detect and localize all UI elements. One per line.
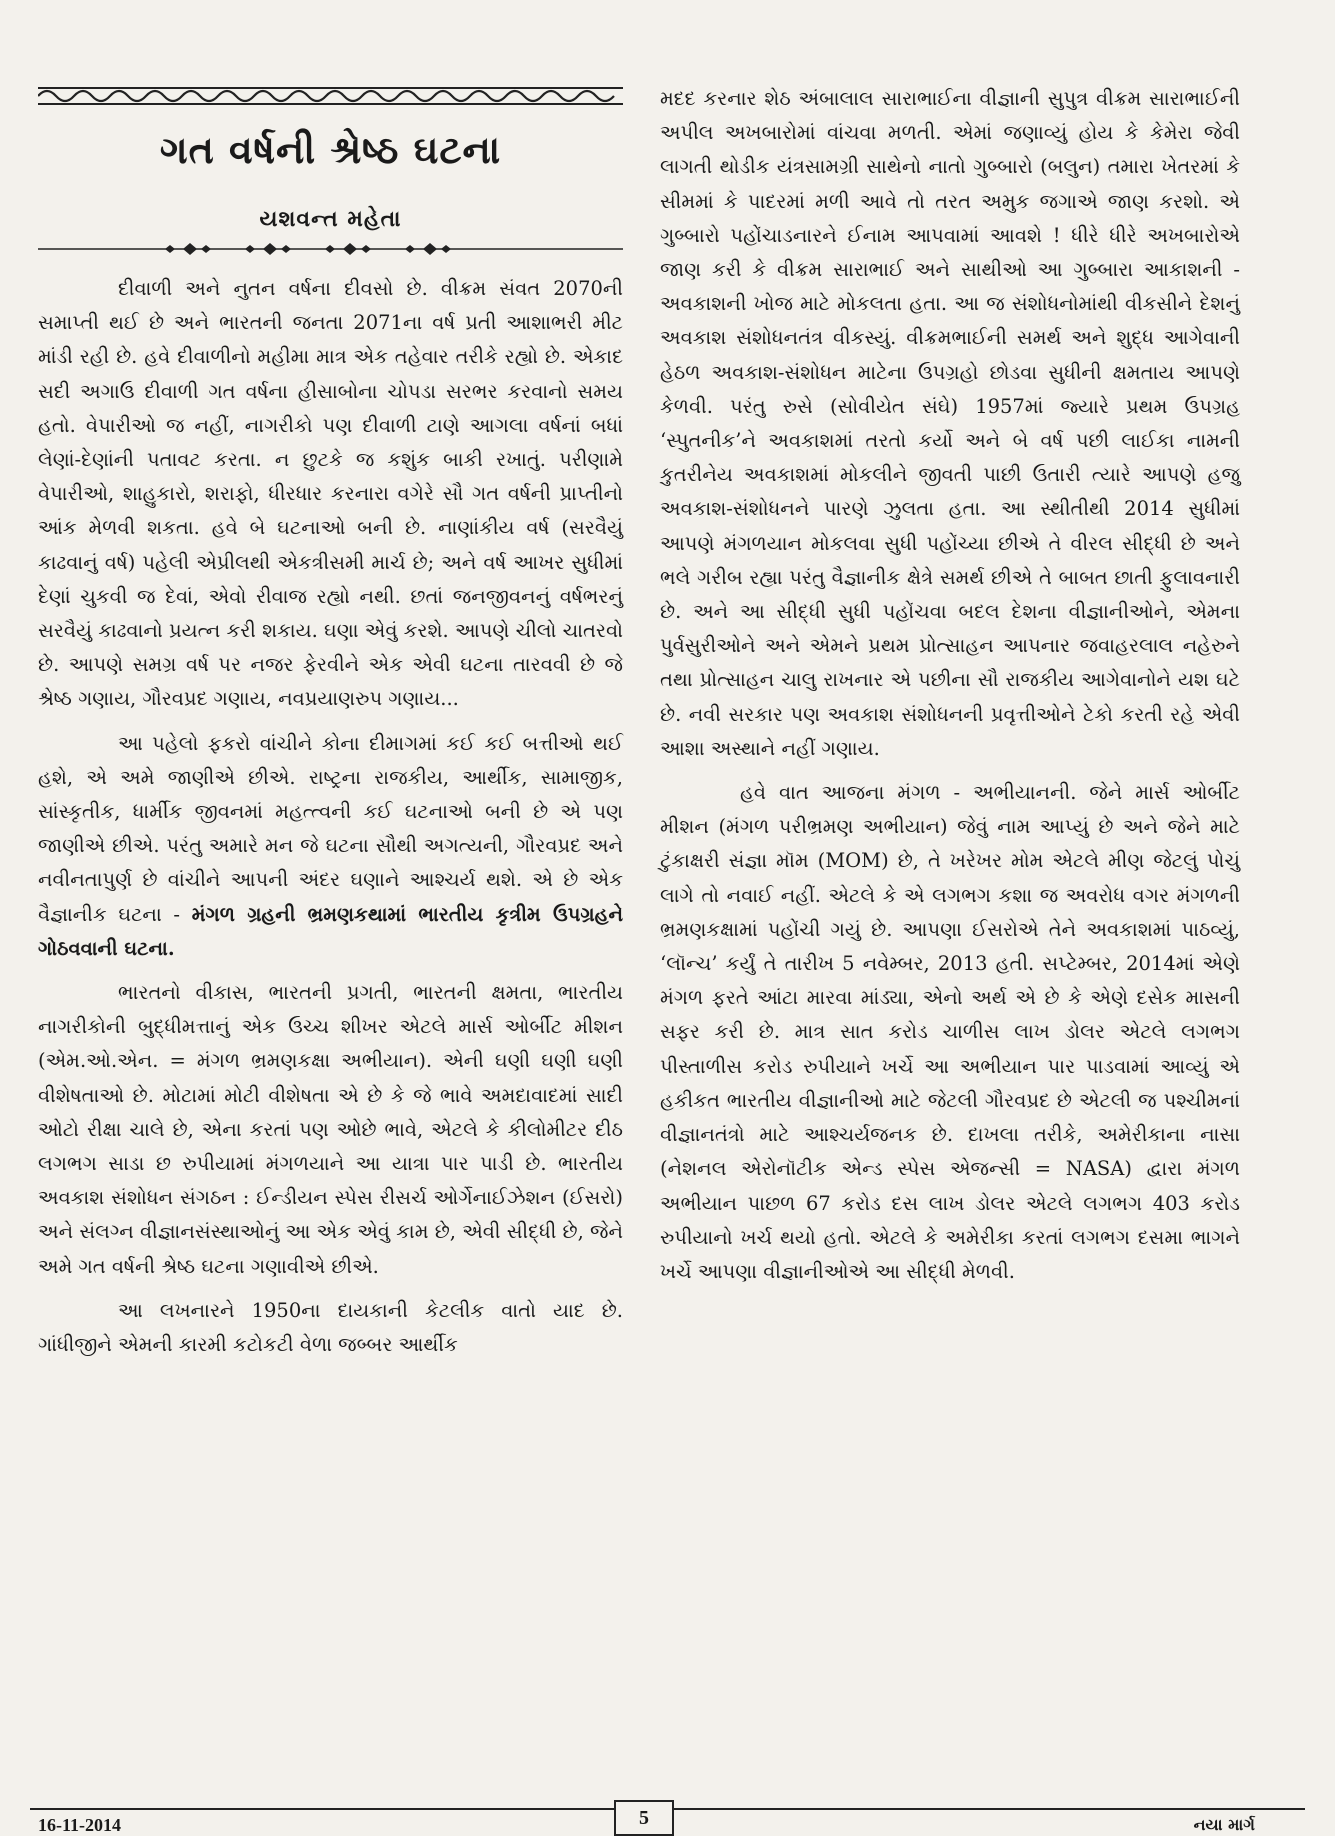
author-divider: [38, 236, 623, 262]
author-name: યશવન્ત મહેતા: [259, 206, 402, 232]
article-title: ગત વર્ષની શ્રેષ્ઠ ઘટના: [159, 128, 502, 172]
highlighted-phrase: મંગળ ગ્રહની ભ્રમણકથામાં ભારતીય કૃત્રીમ ઉપગ્રહને ગોઠવવાની ઘટના.: [38, 902, 624, 960]
page-number: 5: [614, 1800, 674, 1836]
title-ornament: [38, 86, 623, 106]
left-paragraph-4: આ લખનારને 1950ના દાયકાની કેટલીક વાતો યાદ છે. ગાંધીજીને એમની કારમી કટોકટી વેળા જબ્બર આર્થીક: [38, 1298, 623, 1357]
issue-date: 16-11-2014: [38, 1815, 121, 1835]
right-column: [660, 82, 1240, 1299]
left-paragraph-3: ભારતનો વીકાસ, ભારતની પ્રગતી, ભારતની ક્ષમતા, ભારતીય નાગરીકોની બુદ્ધીમત્તાનું એક ઉચ્ચ શીખર એટલે માર્સ ઓર્બીટ મીશન (એમ.ઓ.એન. = મંગળ ભ્રમણકક્ષા અભીયાન). એની ઘણી ઘણી ઘણી વીશેષતાઓ છે. મોટામાં મોટી વીશેષતા એ છે કે જે ભાવે અમદાવાદમાં સાદી ઓટો રીક્ષા ચાલે છે, એના કરતાં પણ ઓછે ભાવે, એટલે કે કીલોમીટર દીઠ લગભગ સાડા છ રુપીયામાં મંગળયાને આ યાત્રા પાર પાડી છે. ભારતીય અવકાશ સંશોધન સંગઠન : ઈન્ડીયન સ્પેસ રીસર્ચ ઓર્ગેનાઈઝેશન (ઈસરો) અને સંલગ્ન વીજ્ઞાનસંસ્થાઓનું આ એક એવું કામ છે, એવી સીદ્ધી છે, જેને અમે ગત વર્ષની શ્રેષ્ઠ ઘટના ગણાવીએ છીએ.: [38, 981, 623, 1278]
right-paragraph-1: મદદ કરનાર શેઠ અંબાલાલ સારાભાઈના વીજ્ઞાની સુપુત્ર વીક્રમ સારાભાઈની અપીલ અખબારોમાં વાંચવા મળતી. એમાં જણાવ્યું હોય કે કેમેરા જેવી લાગતી થોડીક યંત્રસામગ્રી સાથેનો નાતો ગુબ્બારો (બલુન) તમારા ખેતરમાં કે સીમમાં કે પાદરમાં મળી આવે તો તરત અમુક જગાએ જાણ કરશો. એ ગુબ્બારો પહોંચાડનારને ઈનામ આપવામાં આવશે ! ધીરે ધીરે અખબારોએ જાણ કરી કે વીક્રમ સારાભાઈ અને સાથીઓ આ ગુબ્બારા આકાશની - અવકાશની ખોજ માટે મોકલતા હતા. આ જ સંશોધનોમાંથી વીકસીને દેશનું અવકાશ સંશોધનતંત્ર વીકસ્યું. વીક્રમભાઈની સમર્થ અને શુદ્ધ આગેવાની હેઠળ અવકાશ-સંશોધન માટેના ઉપગ્રહો છોડવા સુધીની ક્ષમતાય આપણે કેળવી. પરંતુ રુસે (સોવીયેત સંઘે) 1957માં જ્યારે પ્રથમ ઉપગ્રહ ‘સ્પુતનીક’ને અવકાશમાં તરતો કર્યો અને બે વર્ષ પછી લાઈકા નામની કુતરીનેય અવકાશમાં મોકલીને જીવતી પાછી ઉતારી ત્યારે આપણે હજુ અવકાશ-સંશોધનને પારણે ઝુલતા હતા. આ સ્થીતીથી 2014 સુધીમાં આપણે મંગળયાન મોકલવા સુધી પહોંચ્યા છીએ તે વીરલ સીદ્ધી છે અને ભલે ગરીબ રહ્યા પરંતુ વૈજ્ઞાનીક ક્ષેત્રે સમર્થ છીએ તે બાબત છાતી ફુલાવનારી છે. અને આ સીદ્ધી સુધી પહોંચવા બદલ દેશના વીજ્ઞાનીઓને, એમના પુર્વસુરીઓને અને એમને પ્રથમ પ્રોત્સાહન આપનાર જવાહરલાલ નહેરુને તથા પ્રોત્સાહન ચાલુ રાખનાર એ પછીના સૌ રાજકીય આગેવાનોને યશ ઘટે છે. નવી સરકાર પણ અવકાશ સંશોધનની પ્રવૃત્તીઓને ટેકો કરતી રહે એવી આશા અસ્થાને નહીં ગણાય.: [660, 87, 1240, 760]
left-paragraph-1: દીવાળી અને નુતન વર્ષના દીવસો છે. વીક્રમ સંવત 2070ની સમાપ્તી થઈ છે અને ભારતની જનતા 2071ના વર્ષ પ્રતી આશાભરી મીટ માંડી રહી છે. હવે દીવાળીનો મહીમા માત્ર એક તહેવાર તરીકે રહ્યો છે. એકાદ સદી અગાઉ દીવાળી ગત વર્ષના હીસાબોના ચોપડા સરભર કરવાનો સમય હતો. વેપારીઓ જ નહીં, નાગરીકો પણ દીવાળી ટાણે આગલા વર્ષનાં બધાં લેણાં-દેણાંની પતાવટ કરતા. ન છુટકે જ કશુંક બાકી રખાતું. પરીણામે વેપારીઓ, શાહુકારો, શરાફો, ધીરધાર કરનારા વગેરે સૌ ગત વર્ષની પ્રાપ્તીનો આંક મેળવી શકતા. હવે બે ઘટનાઓ બની છે. નાણાંકીય વર્ષ (સરવૈયું કાઢવાનું વર્ષ) પહેલી એપ્રીલથી એકત્રીસમી માર્ચ છે; અને વર્ષ આખર સુધીમાં દેણાં ચુકવી જ દેવાં, એવો રીવાજ રહ્યો નથી. છતાં જનજીવનનું વર્ષભરનું સરવૈયું કાઢવાનો પ્રયત્ન કરી શકાય. ઘણા એવું કરશે. આપણે ચીલો ચાતરવો છે. આપણે સમગ્ર વર્ષ પર નજર ફેરવીને એક એવી ઘટના તારવવી છે જે શ્રેષ્ઠ ગણાય, ગૌરવપ્રદ ગણાય, નવપ્રયાણરુપ ગણાય...: [38, 277, 624, 711]
right-paragraph-2: હવે વાત આજના મંગળ - અભીયાનની. જેને માર્સ ઓર્બીટ મીશન (મંગળ પરીભ્રમણ અભીયાન) જેવું નામ આપ્યું છે અને જેને માટે ટુંકાક્ષરી સંજ્ઞા મૉમ (MOM) છે, તે ખરેખર મોમ એટલે મીણ જેટલું પોચું લાગે તો નવાઈ નહીં. એટલે કે એ લગભગ કશા જ અવરોધ વગર મંગળની ભ્રમણકક્ષામાં પહોંચી ગયું છે. આપણા ઈસરોએ તેને અવકાશમાં પાઠવ્યું, ‘લૉન્ચ’ કર્યું તે તારીખ 5 નવેમ્બર, 2013 હતી. સપ્ટેમ્બર, 2014માં એણે મંગળ ફરતે આંટા મારવા માંડ્યા, એનો અર્થ એ છે કે એણે દસેક માસની સફર કરી છે. માત્ર સાત કરોડ ચાળીસ લાખ ડોલર એટલે લગભગ પીસ્તાળીસ કરોડ રુપીયાને ખર્ચે આ અભીયાન પાર પાડવામાં આવ્યું એ હકીકત ભારતીય વીજ્ઞાનીઓ માટે જેટલી ગૌરવપ્રદ છે એટલી જ પશ્ચીમનાં વીજ્ઞાનતંત્રો માટે આશ્ચર્યજનક છે. દાખલા તરીકે, અમેરીકાના નાસા (નેશનલ એરોનૉટીક એન્ડ સ્પેસ એજન્સી = NASA) દ્વારા મંગળ અભીયાન પાછળ 67 કરોડ દસ લાખ ડોલર એટલે લગભગ 403 કરોડ રુપીયાનો ખર્ચ થયો હતો. એટલે કે અમેરીકા કરતાં લગભગ દસમા ભાગને ખર્ચે આપણા વીજ્ઞાનીઓએ આ સીદ્ધી મેળવી.: [660, 781, 1240, 1283]
left-paragraph-2: [38, 727, 623, 966]
left-column: [38, 86, 623, 1372]
left-paragraph-2-text: આ પહેલો ફકરો વાંચીને કોના દીમાગમાં કઈ કઈ બત્તીઓ થઈ હશે, એ અમે જાણીએ છીએ. રાષ્ટ્રના રાજકીય, આર્થીક, સામાજીક, સાંસ્કૃતીક, ધાર્મીક જીવનમાં મહત્ત્વની કઈ ઘટનાઓ બની છે એ પણ જાણીએ છીએ. પરંતુ અમારે મન જે ઘટના સૌથી અગત્યની, ગૌરવપ્રદ અને નવીનતાપુર્ણ છે વાંચીને આપની અંદર ઘણાને આશ્ચર્ય થશે. એ છે એક વૈજ્ઞાનીક ઘટના -: [38, 731, 623, 926]
magazine-name: નયા માર્ગ: [1193, 1815, 1255, 1834]
